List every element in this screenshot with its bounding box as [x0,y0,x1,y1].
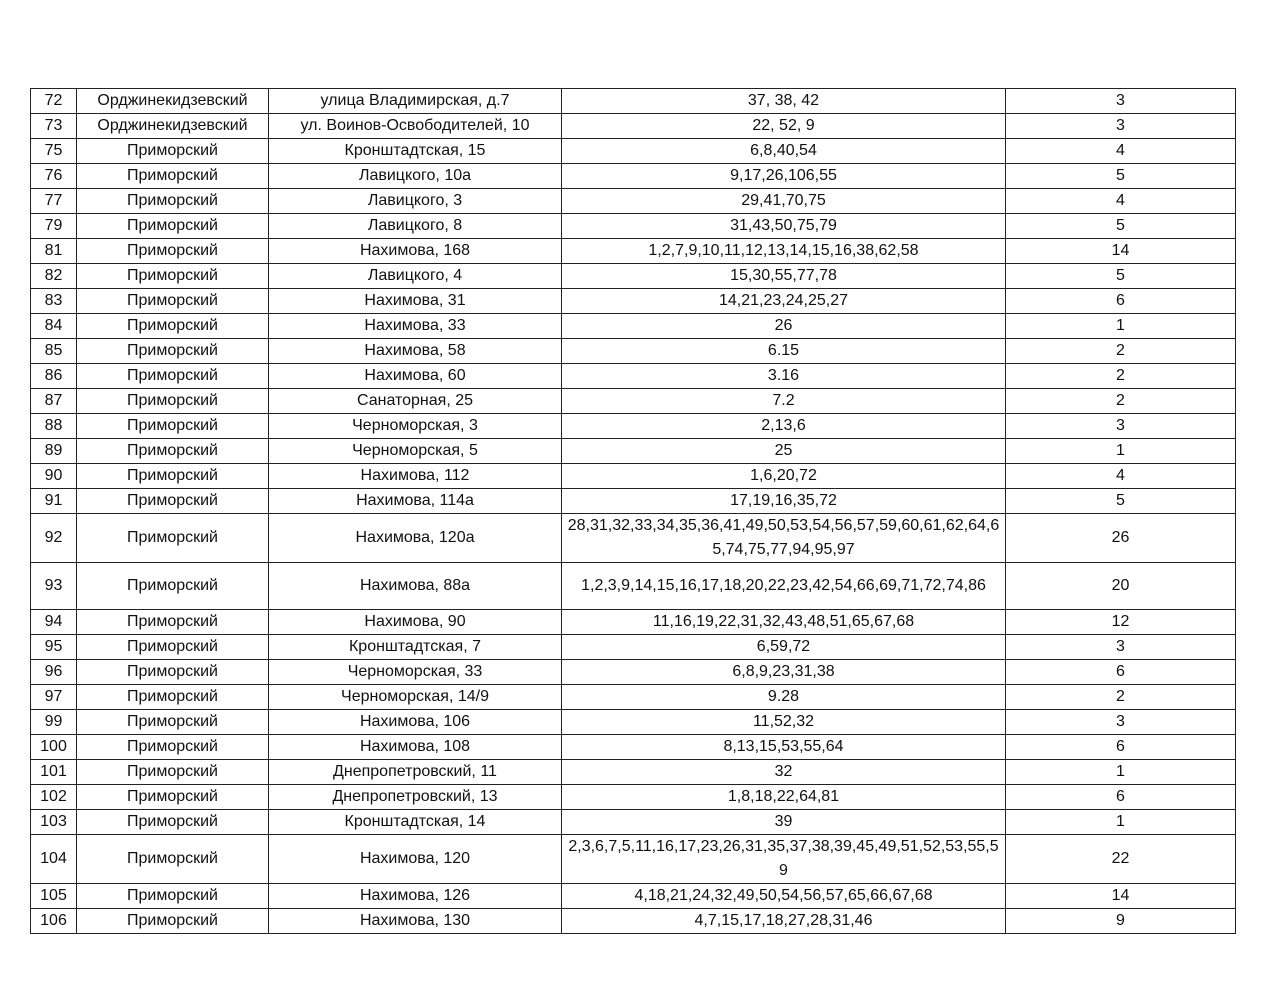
apartments-cell: 1,8,18,22,64,81 [562,784,1006,809]
row-number-cell: 96 [31,659,77,684]
count-cell: 1 [1006,809,1236,834]
table-row [31,289,1236,314]
apartments-cell: 31,43,50,75,79 [562,214,1006,239]
apartments-cell: 9.28 [562,684,1006,709]
table-row [31,784,1236,809]
count-cell: 1 [1006,759,1236,784]
district-cell: Приморский [77,634,269,659]
district-cell: Приморский [77,489,269,514]
district-cell: Приморский [77,659,269,684]
count-cell: 2 [1006,389,1236,414]
address-cell: улица Владимирская, д.7 [269,89,562,114]
district-cell: Приморский [77,239,269,264]
address-cell: Черноморская, 3 [269,414,562,439]
address-cell: Нахимова, 168 [269,239,562,264]
address-cell: Нахимова, 120а [269,514,562,563]
row-number-cell: 83 [31,289,77,314]
row-number-cell: 102 [31,784,77,809]
count-cell: 6 [1006,734,1236,759]
count-cell: 6 [1006,659,1236,684]
table-row [31,364,1236,389]
district-cell: Орджинекидзевский [77,89,269,114]
table-row [31,883,1236,908]
count-cell: 6 [1006,289,1236,314]
apartments-cell: 1,2,7,9,10,11,12,13,14,15,16,38,62,58 [562,239,1006,264]
district-cell: Приморский [77,264,269,289]
row-number-cell: 75 [31,139,77,164]
count-cell: 4 [1006,464,1236,489]
row-number-cell: 105 [31,883,77,908]
district-cell: Приморский [77,289,269,314]
address-cell: Санаторная, 25 [269,389,562,414]
apartments-cell: 37, 38, 42 [562,89,1006,114]
apartments-cell: 6,8,9,23,31,38 [562,659,1006,684]
table-row [31,189,1236,214]
row-number-cell: 88 [31,414,77,439]
count-cell: 5 [1006,264,1236,289]
address-cell: Лавицкого, 4 [269,264,562,289]
table-row [31,563,1236,610]
address-cell: Черноморская, 14/9 [269,684,562,709]
address-cell: ул. Воинов-Освободителей, 10 [269,114,562,139]
row-number-cell: 99 [31,709,77,734]
address-cell: Нахимова, 58 [269,339,562,364]
row-number-cell: 95 [31,634,77,659]
count-cell: 2 [1006,364,1236,389]
address-cell: Лавицкого, 8 [269,214,562,239]
apartments-cell: 7.2 [562,389,1006,414]
count-cell: 3 [1006,709,1236,734]
table-body [31,89,1236,934]
address-cell: Нахимова, 130 [269,908,562,933]
address-cell: Кронштадтская, 7 [269,634,562,659]
district-cell: Приморский [77,563,269,610]
apartments-cell: 4,7,15,17,18,27,28,31,46 [562,908,1006,933]
district-cell: Приморский [77,189,269,214]
table-row [31,908,1236,933]
count-cell: 14 [1006,239,1236,264]
row-number-cell: 84 [31,314,77,339]
row-number-cell: 77 [31,189,77,214]
row-number-cell: 92 [31,514,77,563]
district-cell: Приморский [77,139,269,164]
row-number-cell: 91 [31,489,77,514]
row-number-cell: 104 [31,834,77,883]
apartments-cell: 11,16,19,22,31,32,43,48,51,65,67,68 [562,609,1006,634]
district-cell: Приморский [77,684,269,709]
district-cell: Приморский [77,709,269,734]
count-cell: 14 [1006,883,1236,908]
district-cell: Приморский [77,389,269,414]
apartments-cell: 8,13,15,53,55,64 [562,734,1006,759]
address-cell: Нахимова, 112 [269,464,562,489]
row-number-cell: 79 [31,214,77,239]
district-cell: Приморский [77,414,269,439]
count-cell: 5 [1006,214,1236,239]
count-cell: 12 [1006,609,1236,634]
apartments-cell: 6.15 [562,339,1006,364]
table-row [31,439,1236,464]
apartments-cell: 9,17,26,106,55 [562,164,1006,189]
address-cell: Нахимова, 31 [269,289,562,314]
district-cell: Приморский [77,734,269,759]
district-cell: Приморский [77,759,269,784]
row-number-cell: 101 [31,759,77,784]
row-number-cell: 106 [31,908,77,933]
address-cell: Кронштадтская, 14 [269,809,562,834]
apartments-cell: 22, 52, 9 [562,114,1006,139]
count-cell: 3 [1006,89,1236,114]
table-row [31,89,1236,114]
row-number-cell: 103 [31,809,77,834]
apartments-cell: 17,19,16,35,72 [562,489,1006,514]
apartments-cell: 25 [562,439,1006,464]
address-cell: Нахимова, 126 [269,883,562,908]
count-cell: 1 [1006,314,1236,339]
row-number-cell: 90 [31,464,77,489]
apartments-cell: 3.16 [562,364,1006,389]
table-row [31,514,1236,563]
count-cell: 4 [1006,189,1236,214]
count-cell: 22 [1006,834,1236,883]
district-cell: Приморский [77,908,269,933]
address-cell: Нахимова, 108 [269,734,562,759]
row-number-cell: 94 [31,609,77,634]
count-cell: 3 [1006,634,1236,659]
count-cell: 9 [1006,908,1236,933]
count-cell: 3 [1006,414,1236,439]
apartments-cell: 2,13,6 [562,414,1006,439]
apartments-cell: 11,52,32 [562,709,1006,734]
row-number-cell: 73 [31,114,77,139]
apartments-cell: 32 [562,759,1006,784]
row-number-cell: 82 [31,264,77,289]
address-cell: Черноморская, 33 [269,659,562,684]
table-row [31,214,1236,239]
table-row [31,609,1236,634]
count-cell: 2 [1006,339,1236,364]
address-cell: Нахимова, 114а [269,489,562,514]
district-cell: Приморский [77,314,269,339]
table-row [31,239,1236,264]
table-row [31,659,1236,684]
row-number-cell: 81 [31,239,77,264]
table-row [31,709,1236,734]
table-row [31,164,1236,189]
count-cell: 6 [1006,784,1236,809]
address-cell: Нахимова, 90 [269,609,562,634]
count-cell: 4 [1006,139,1236,164]
count-cell: 5 [1006,489,1236,514]
district-cell: Приморский [77,834,269,883]
apartments-cell: 39 [562,809,1006,834]
row-number-cell: 89 [31,439,77,464]
count-cell: 1 [1006,439,1236,464]
count-cell: 20 [1006,563,1236,610]
district-cell: Приморский [77,464,269,489]
apartments-cell: 6,59,72 [562,634,1006,659]
district-cell: Орджинекидзевский [77,114,269,139]
district-cell: Приморский [77,364,269,389]
apartments-cell: 28,31,32,33,34,35,36,41,49,50,53,54,56,57,59,60,61,62,64,65,74,75,77,94,95,97 [562,514,1006,563]
address-cell: Нахимова, 33 [269,314,562,339]
district-cell: Приморский [77,883,269,908]
count-cell: 5 [1006,164,1236,189]
table-row [31,314,1236,339]
apartments-cell: 15,30,55,77,78 [562,264,1006,289]
apartments-cell: 6,8,40,54 [562,139,1006,164]
count-cell: 3 [1006,114,1236,139]
apartments-cell: 26 [562,314,1006,339]
row-number-cell: 93 [31,563,77,610]
address-cell: Днепропетровский, 13 [269,784,562,809]
row-number-cell: 87 [31,389,77,414]
address-cell: Нахимова, 106 [269,709,562,734]
district-cell: Приморский [77,164,269,189]
count-cell: 2 [1006,684,1236,709]
row-number-cell: 97 [31,684,77,709]
district-cell: Приморский [77,514,269,563]
address-cell: Нахимова, 88а [269,563,562,610]
table-row [31,684,1236,709]
table-row [31,634,1236,659]
table-row [31,264,1236,289]
table-row [31,489,1236,514]
address-cell: Кронштадтская, 15 [269,139,562,164]
count-cell: 26 [1006,514,1236,563]
district-cell: Приморский [77,784,269,809]
address-cell: Лавицкого, 10а [269,164,562,189]
apartments-cell: 2,3,6,7,5,11,16,17,23,26,31,35,37,38,39,45,49,51,52,53,55,59 [562,834,1006,883]
table-row [31,834,1236,883]
table-row [31,734,1236,759]
table-row [31,339,1236,364]
district-cell: Приморский [77,439,269,464]
row-number-cell: 100 [31,734,77,759]
address-cell: Лавицкого, 3 [269,189,562,214]
table-row [31,389,1236,414]
district-cell: Приморский [77,809,269,834]
district-cell: Приморский [77,609,269,634]
table-row [31,759,1236,784]
table-row [31,464,1236,489]
apartments-cell: 1,2,3,9,14,15,16,17,18,20,22,23,42,54,66,69,71,72,74,86 [562,563,1006,610]
apartments-cell: 29,41,70,75 [562,189,1006,214]
address-cell: Днепропетровский, 11 [269,759,562,784]
apartments-cell: 4,18,21,24,32,49,50,54,56,57,65,66,67,68 [562,883,1006,908]
address-cell: Нахимова, 60 [269,364,562,389]
apartments-cell: 14,21,23,24,25,27 [562,289,1006,314]
district-cell: Приморский [77,339,269,364]
table-row [31,114,1236,139]
row-number-cell: 76 [31,164,77,189]
apartments-table [30,88,1236,934]
address-cell: Нахимова, 120 [269,834,562,883]
table-row [31,139,1236,164]
row-number-cell: 85 [31,339,77,364]
address-cell: Черноморская, 5 [269,439,562,464]
row-number-cell: 86 [31,364,77,389]
row-number-cell: 72 [31,89,77,114]
district-cell: Приморский [77,214,269,239]
apartments-cell: 1,6,20,72 [562,464,1006,489]
table-row [31,414,1236,439]
table-row [31,809,1236,834]
